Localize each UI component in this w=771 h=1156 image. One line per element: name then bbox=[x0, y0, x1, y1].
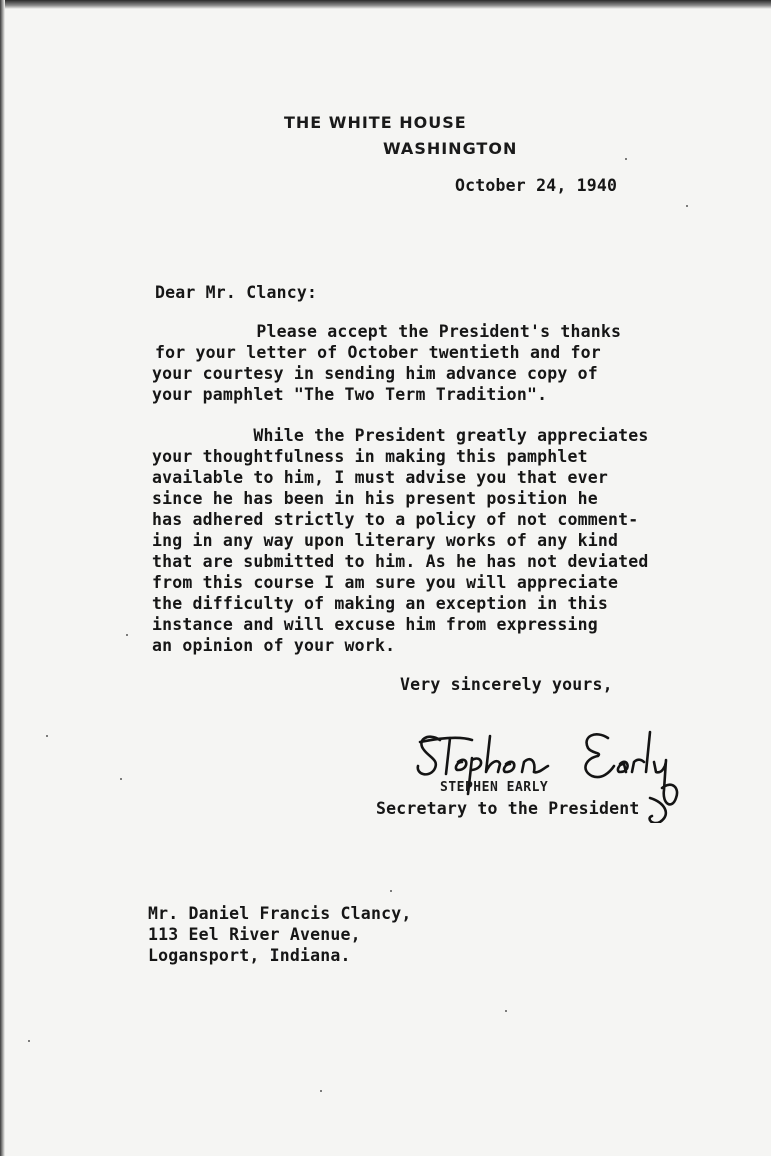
scan-speck bbox=[320, 1090, 322, 1092]
paragraph-line: instance and will excuse him from expressing bbox=[152, 615, 598, 634]
paragraph-line: the difficulty of making an exception in this bbox=[152, 594, 609, 613]
signer-title: Secretary to the President bbox=[376, 799, 640, 818]
signer-name: STEPHEN EARLY bbox=[440, 780, 549, 795]
paragraph-line: an opinion of your work. bbox=[152, 636, 396, 655]
paragraph-line: has adhered strictly to a policy of not comment- bbox=[152, 510, 639, 529]
salutation: Dear Mr. Clancy: bbox=[155, 283, 318, 302]
paragraph-line: Please accept the President's thanks bbox=[155, 322, 622, 341]
paragraph-line: for your letter of October twentieth and for bbox=[155, 343, 601, 362]
address-line: Logansport, Indiana. bbox=[148, 946, 351, 965]
scan-speck bbox=[625, 158, 627, 160]
scan-speck bbox=[126, 634, 128, 636]
paragraph-line: from this course I am sure you will appreciate bbox=[152, 573, 619, 592]
address-line: 113 Eel River Avenue, bbox=[148, 925, 361, 944]
scan-top-edge bbox=[0, 0, 771, 9]
scan-speck bbox=[120, 778, 122, 780]
scan-speck bbox=[505, 1010, 507, 1012]
paragraph-line: While the President greatly appreciates bbox=[152, 426, 649, 445]
paragraph-line: your courtesy in sending him advance copy of bbox=[152, 364, 598, 383]
letterhead-city: WASHINGTON bbox=[383, 139, 518, 158]
address-line: Mr. Daniel Francis Clancy, bbox=[148, 904, 412, 923]
scan-left-edge bbox=[0, 0, 5, 1156]
paragraph-line: since he has been in his present position he bbox=[152, 489, 598, 508]
scan-speck bbox=[390, 890, 392, 892]
scan-speck bbox=[28, 1040, 30, 1042]
scan-speck bbox=[686, 205, 688, 207]
paragraph-line: available to him, I must advise you that ever bbox=[152, 468, 609, 487]
paragraph-line: your thoughtfulness in making this pamphlet bbox=[152, 447, 588, 466]
scan-speck bbox=[46, 735, 48, 737]
closing: Very sincerely yours, bbox=[400, 675, 613, 694]
letterhead-title: THE WHITE HOUSE bbox=[284, 113, 467, 132]
paragraph-line: that are submitted to him. As he has not deviated bbox=[152, 552, 649, 571]
paragraph-line: ing in any way upon literary works of any kind bbox=[152, 531, 619, 550]
letter-date: October 24, 1940 bbox=[455, 176, 618, 195]
paragraph-line: your pamphlet "The Two Term Tradition". bbox=[152, 385, 548, 404]
